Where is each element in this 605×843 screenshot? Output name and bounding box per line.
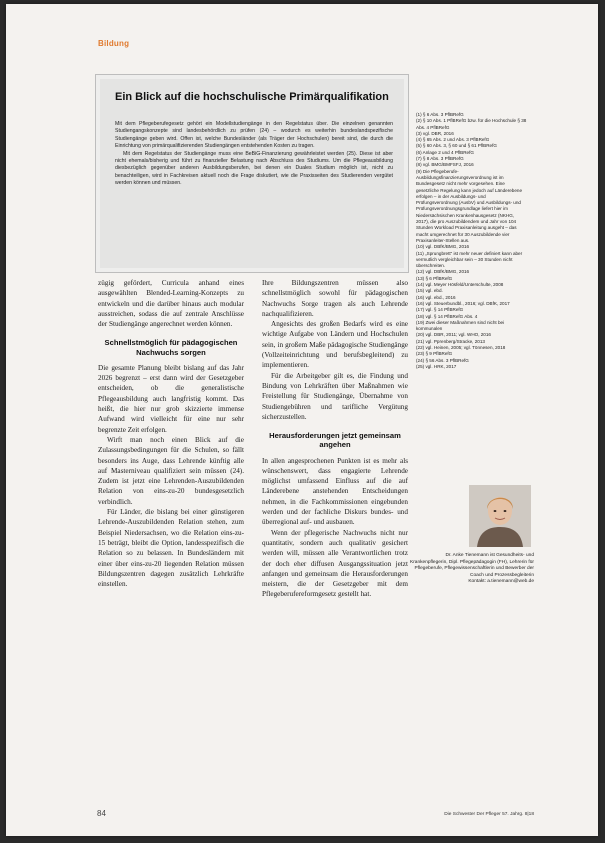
reference-item: (2) § 10 Abs. 1 PflBRefG bzw. für die Hochschule § 38 Abs. 4 PflBRefG	[416, 118, 527, 130]
paragraph: In allen angesprochenen Punkten ist es mehr als wünschenswert, dass engagierte Lehrende möglichst umfassend Einfluss auf die auf Länderebene anstehenden Entscheidungen nehmen, in die Fachkommissionen eingebunden werden und der fachliche Diskurs bundes- und überregional auf- und ausbauen.	[262, 456, 408, 527]
paragraph: Ihre Bildungszentren müssen also schnellstmöglich sowohl für pädagogischen Nachwuchs Sorge tragen als auch Lehrende nachqualifizieren.	[262, 279, 408, 318]
paragraph: zügig gefördert, Curricula anhand eines ausgewählten Blended-Learning-Konzepts zu entwickeln und die darüber hinaus auch modular ausstreichen, sodass die auf zentrale Anschlüsse der Studiengänge angerechnet werden können.	[98, 279, 244, 329]
reference-item: (16) vgl. Steuerbundbl., 2016; vgl. DBfK, 2017	[416, 300, 510, 306]
author-portrait-icon	[469, 485, 531, 547]
reference-item: (13) § 6 PflBRefG	[416, 275, 453, 281]
reference-item: (9) Die Pflegeberufe-Ausbildungsfinanzierungsverordnung ist im Bundesgesetz nicht mehr vorgesehen. Eine gesetzliche Regelung kann jedoch auf Länderebene erfolgen – in der Ausbildungs- und Prüfungsverordnung (AusbV) und Ausbildungs- und Prüfungsverordnungsgrundlage liefert hier im Niedersächsischen Krankenhausgesetz (NKHG, 2017), die pro Auszubildendem und Jahr von 104 Stunden Workload Praxisanleitung ausgeht – das macht umgerechnet für 30 Auszubildende vier Praxisanleiter-Stellen aus.	[416, 168, 522, 243]
reference-item: (11) „Sprungbrett“ ist mehr neuer definiert kann aber vermutlich vergleichbar sein – 30 Stunden nicht überschreiten.	[416, 250, 523, 269]
reference-item: (7) § 8 Abs. 3 PflBRefG	[416, 156, 464, 162]
reference-item: (12) vgl. DBfK/BMG, 2016	[416, 269, 470, 275]
reference-item: (5) § 60 Abs. 3, § 60 und § 61 PflBRefG	[416, 143, 497, 149]
paragraph: Angesichts des großen Bedarfs wird es eine wichtige Aufgabe von Ländern und Hochschulen sein, in großem Maße pädagogische Studiengänge (Vollzeiteinrichtung und berufsbegleitend) zu implementieren.	[262, 320, 408, 370]
magazine-page	[6, 4, 598, 836]
info-box	[95, 74, 409, 273]
references-list	[416, 112, 528, 370]
reference-item: (17) vgl. § 14 PflBRefG	[416, 307, 464, 313]
paragraph: Die gesamte Planung bleibt bislang auf das Jahr 2026 begrenzt – erst dann wird der Gesetzgeber entscheiden, ob die generalistische Pflegeausbildung auch langfristig kommt. Das heißt, die hier nur grob skizzierte immense Aufwand wird vielleicht für eine nur sehr begrenzte Zeit erfolgen.	[98, 363, 244, 434]
reference-item: (19) Zwei dieser Maßnahmen sind nicht bei kommunalen	[416, 319, 505, 332]
reference-item: (16) vgl. ebd., 2016	[416, 294, 456, 300]
journal-footer: Die Schwester Der Pfleger 57. Jahrg. 8|18	[444, 812, 534, 817]
subheading: Schnellstmöglich für pädagogischen Nachwuchs sorgen	[104, 338, 238, 357]
reference-item: (22) vgl. Heinen, 2005; vgl. Tönnesen, 2018	[416, 344, 506, 350]
paragraph: Wenn der pflegerische Nachwuchs nicht nur quantitativ, sondern auch qualitativ gesichert werden will, müssen alle Verantwortlichen trotz der doch eher diffusen Ausgangssituation jetzt anfangen und gemeinsam die Herausforderungen meistern, die der Gesetzgeber mit dem Pflegeberufereformgesetz gestellt hat.	[262, 528, 408, 599]
reference-item: (14) vgl. Meyer Hösfeld/Unterschulte, 2008	[416, 282, 504, 288]
author-info	[410, 553, 534, 586]
reference-item: (4) § 65 Abs. 2 und Abs. 3 PflBRefG	[416, 137, 490, 143]
section-label: Bildung	[98, 39, 130, 48]
author-bio: Dr. Anke Tienemann ist Gesundheits- und Krankenpflegerin, Dipl. Pflegepädagogin (FH), Lehrerin für Pflegeberufe, Pflegewissenschaftlerin und Bewerber der Coach und Prozessbegleiterin	[410, 553, 534, 578]
reference-item: (6) Anlage 2 und 4 PflBRefG	[416, 149, 474, 155]
paragraph: Für Länder, die bislang bei einer günstigeren Lehrende-Auszubildenden Relation stehen, zum Beispiel Niedersachsen, wo die Relation eins-zu-15 beträgt, bleibt die Option, landesspezifisch die Relation so zu belassen. In Bundesländern mit einer über eins-zu-20 liegenden Relation müssen Bildungszentren dagegen zusätzlich Lehrkräfte einstellen.	[98, 508, 244, 589]
page-number: 84	[97, 809, 106, 818]
reference-item: (23) § 9 PflBRefG	[416, 351, 453, 357]
reference-item: (1) § 6 Abs. 3 PflBRefG	[416, 112, 464, 117]
author-photo	[469, 485, 531, 547]
author-contact: Kontakt: a.tienemann@web.de	[468, 579, 534, 585]
reference-item: (8) vgl. BMG/BMFSFJ, 2016	[416, 162, 474, 168]
subheading: Herausforderungen jetzt gemeinsam angehen	[269, 431, 401, 450]
reference-item: (20) vgl. DBR, 2011; vgl. WHO, 2016	[416, 332, 491, 338]
paragraph: Für die Arbeitgeber gilt es, die Findung und Bindung von Lehrkräften über Maßnahmen wie Freistellung für Studiengänge, Übernahme von Studiengebühren und tarifliche Vergütung sicherzustellen.	[262, 371, 408, 421]
reference-item: (25) vgl. HRK, 2017	[416, 363, 457, 369]
reference-item: (15) vgl. ebd.	[416, 288, 443, 294]
info-box-paragraph: Mit dem Regelstatus der Studiengänge muss eine BeBiG-Finanzierung gewährleistet werden (25). Diese ist aber nicht ehemals/bisherig und führt zu finanzieller Belastung nach Abschluss des Studiums. Um die Pflegeausbildung diesbezüglich gegenüber anderen Ausbildungsberufen, bei denen ein Duales Studium möglich ist, nicht zu benachteiligen, wird in Fachkreisen aktuell noch die Frage diskutiert, wie die Praxisseiten des Studierenden vergütet werden können und müssen.	[115, 150, 393, 187]
info-box-title: Ein Blick auf die hochschulische Primärqualifikation	[115, 91, 389, 103]
reference-item: (24) § 56 Abs. 3 PflBRefG	[416, 357, 469, 363]
reference-item: (10) vgl. DBfK/BMG, 2016	[416, 244, 470, 250]
reference-item: (18) vgl. § 14 PflBRefG Abs. 4	[416, 313, 478, 319]
reference-item: (21) vgl. Pprenberg/Stracke, 2013	[416, 338, 485, 344]
paragraph: Wirft man noch einen Blick auf die Zulassungsbedingungen für die Schulen, so fällt besonders ins Auge, dass Lehrende künftig alle auf Masterniveau qualifiziert sein müssen (24). Zudem ist jetzt eine Lehrenden-Auszubildenden Relation von eins-zu-20 bundesgesetzlich verbindlich.	[98, 435, 244, 506]
reference-item: (3) vgl. DBR, 2016	[416, 130, 454, 136]
article-column-left	[98, 278, 244, 589]
article-column-middle	[262, 278, 408, 600]
info-box-text	[115, 121, 393, 188]
info-box-paragraph: Mit dem Pflegeberufegesetz gehört ein Modellstudiengänge in den Regelstatus über. Die einzelnen genannten Studiengangskonzepte sind landesbehördlich zu prüfen (24) – wodurch es weiterhin bundeslandspezifische Studiengänge geben wird. Offen ist, welche Bundesländer (als Träger der Hochschulen) bereit sind, die durch die Einrichtung von primärqualifizierenden Studiengängen entstehenden Kosten zu tragen.	[115, 121, 393, 150]
